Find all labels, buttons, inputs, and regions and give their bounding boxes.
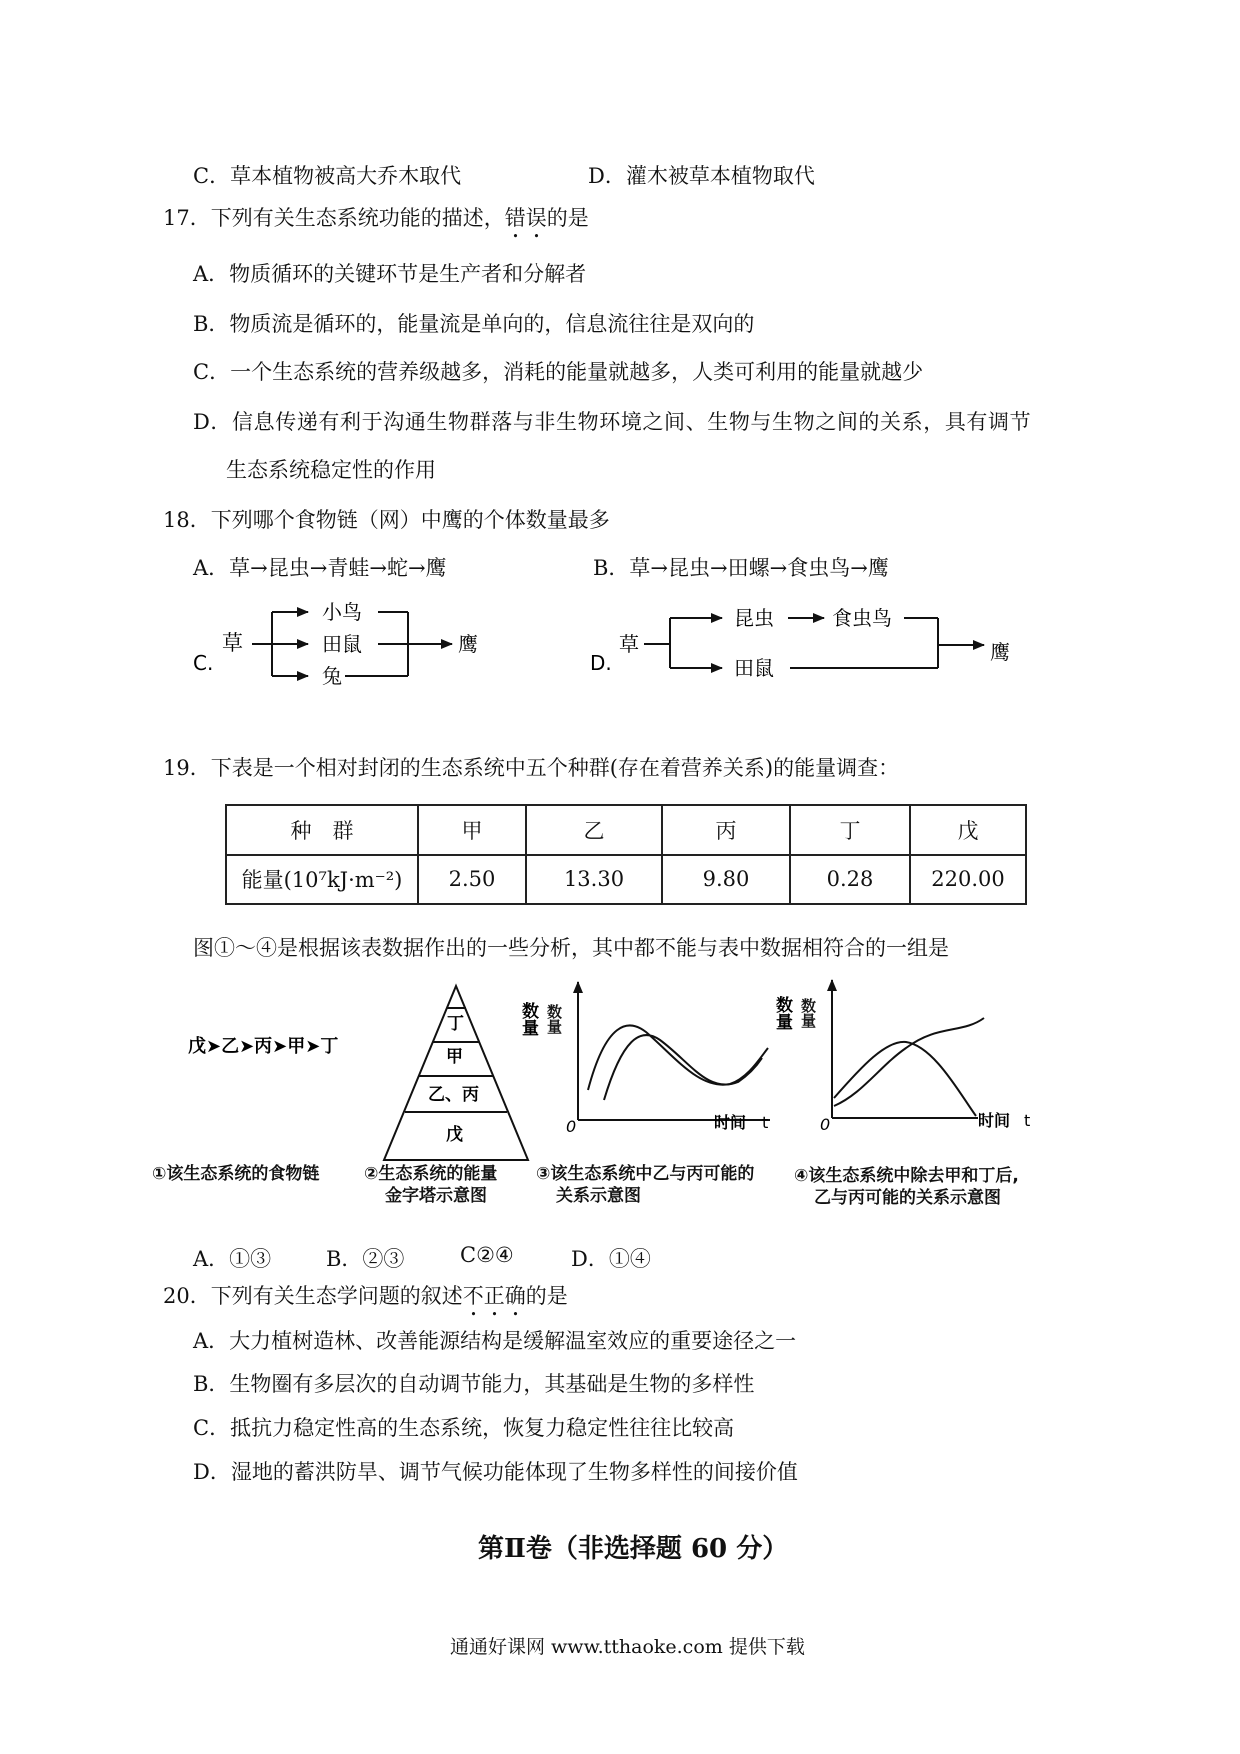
q17-stem-post: 的是 [546, 206, 589, 230]
q17-option-a: A．物质循环的关键环节是生产者和分解者 [193, 262, 587, 286]
fig3-x-mark: t [762, 1113, 769, 1132]
q18-option-b: B．草→昆虫→田螺→食虫鸟→鹰 [593, 556, 889, 580]
q16-option-d: D．灌木被草本植物取代 [588, 164, 815, 188]
fig3-curve-2 [604, 1035, 762, 1100]
table-header-cell: 戊 [910, 805, 1026, 855]
web-d-vole: 田鼠 [734, 656, 774, 680]
q17-option-b: B．物质流是循环的，能量流是单向的，信息流往往是双向的 [193, 312, 755, 336]
fig3-y-label-overlay: 数量 [545, 1004, 563, 1034]
q19-analysis-text: 图①～④是根据该表数据作出的一些分析，其中都不能与表中数据相符合的一组是 [193, 936, 949, 960]
pyramid-level-yi-bing: 乙、丙 [428, 1085, 479, 1105]
q20-stem-emphasis: 不正确 [462, 1284, 526, 1308]
web-d-hawk: 鹰 [990, 640, 1010, 664]
fig3-y-label: 数量 [518, 1002, 538, 1036]
web-d-insect: 昆虫 [734, 606, 774, 630]
q18-d-label: D. [590, 651, 612, 675]
section-title: 第Ⅱ卷（非选择题 60 分） [478, 1534, 789, 1564]
fig2-caption-line2: 金字塔示意图 [385, 1186, 487, 1206]
q18-c-label: C. [193, 651, 214, 675]
pyramid-level-wu: 戊 [446, 1125, 463, 1145]
table-header-cell: 甲 [418, 805, 526, 855]
web-c-bird: 小鸟 [322, 600, 362, 624]
q17-option-d-line2: 生态系统稳定性的作用 [226, 458, 436, 482]
table-cell: 9.80 [662, 855, 790, 905]
fig4-curve-1 [834, 1042, 976, 1116]
table-header-cell: 种 群 [226, 805, 418, 855]
q17-option-c: C．一个生态系统的营养级越多，消耗的能量就越多，人类可利用的能量就越少 [193, 360, 924, 384]
q17-option-d-line1: D．信息传递有利于沟通生物群落与非生物环境之间、生物与生物之间的关系，具有调节 [193, 410, 1032, 434]
q18-stem: 18．下列哪个食物链（网）中鹰的个体数量最多 [163, 508, 610, 532]
table-header-cell: 乙 [526, 805, 662, 855]
web-c-vole: 田鼠 [322, 632, 362, 656]
q20-stem [163, 1280, 568, 1321]
fig3-caption-line1: ③该生态系统中乙与丙可能的 [536, 1164, 755, 1184]
q19-option-c: C②④ [460, 1243, 514, 1267]
fig4-caption-line1: ④该生态系统中除去甲和丁后, [794, 1166, 1019, 1186]
pyramid-level-jia: 甲 [446, 1047, 463, 1067]
table-cell: 0.28 [790, 855, 910, 905]
web-c-grass: 草 [222, 631, 243, 655]
q20-option-c: C．抵抗力稳定性高的生态系统，恢复力稳定性往往比较高 [193, 1416, 735, 1440]
fig1-food-chain: 戊➤乙➤丙➤甲➤丁 [188, 1036, 339, 1057]
web-c-rabbit: 兔 [322, 664, 342, 688]
fig3-origin: 0 [566, 1117, 577, 1136]
fig4-x-label: 时间 [978, 1111, 1011, 1130]
fig3-caption-line2: 关系示意图 [556, 1186, 641, 1206]
table-row-label: 能量(10⁷kJ·m⁻²) [226, 855, 418, 905]
table-cell: 220.00 [910, 855, 1026, 905]
table-header-cell: 丙 [662, 805, 790, 855]
q17-stem-emphasis: 错误 [504, 206, 547, 230]
q17-stem-pre: 17．下列有关生态系统功能的描述， [163, 206, 505, 230]
q20-option-b: B．生物圈有多层次的自动调节能力，其基础是生物的多样性 [193, 1372, 755, 1396]
q20-stem-post: 的是 [525, 1284, 568, 1308]
fig4-graph [772, 980, 1030, 1134]
q20-option-a: A．大力植树造林、改善能源结构是缓解温室效应的重要途径之一 [193, 1329, 797, 1353]
fig3-graph [518, 982, 770, 1136]
q20-stem-pre: 20．下列有关生态学问题的叙述 [163, 1284, 463, 1308]
fig1-caption: ①该生态系统的食物链 [152, 1164, 320, 1184]
footer-credit: 通通好课网 www.tthaoke.com 提供下载 [450, 1636, 805, 1658]
q20-option-d: D．湿地的蓄洪防旱、调节气候功能体现了生物多样性的间接价值 [193, 1460, 798, 1484]
fig4-y-label: 数量 [772, 996, 792, 1030]
pyramid-level-ding: 丁 [447, 1014, 464, 1034]
q19-stem: 19．下表是一个相对封闭的生态系统中五个种群(存在着营养关系)的能量调查： [163, 756, 900, 780]
q19-option-d: D．①④ [571, 1247, 651, 1271]
web-c-hawk: 鹰 [458, 632, 478, 656]
fig4-origin: 0 [820, 1115, 831, 1134]
web-d-insectivore-bird: 食虫鸟 [832, 606, 892, 630]
fig2-caption-line1: ②生态系统的能量 [364, 1164, 498, 1184]
table-cell: 2.50 [418, 855, 526, 905]
fig3-x-label: 时间 [714, 1113, 747, 1132]
web-d-grass: 草 [619, 632, 639, 656]
fig4-y-label-overlay: 数量 [799, 998, 817, 1028]
fig4-caption-line2: 乙与丙可能的关系示意图 [814, 1188, 1001, 1208]
q19-option-a: A．①③ [193, 1247, 272, 1271]
table-header-cell: 丁 [790, 805, 910, 855]
q18-option-a: A．草→昆虫→青蛙→蛇→鹰 [193, 556, 447, 580]
fig4-curve-2 [834, 1018, 984, 1106]
fig4-x-mark: t [1024, 1111, 1031, 1130]
q19-option-b: B．②③ [326, 1247, 405, 1271]
q16-option-c: C．草本植物被高大乔木取代 [193, 164, 462, 188]
table-cell: 13.30 [526, 855, 662, 905]
